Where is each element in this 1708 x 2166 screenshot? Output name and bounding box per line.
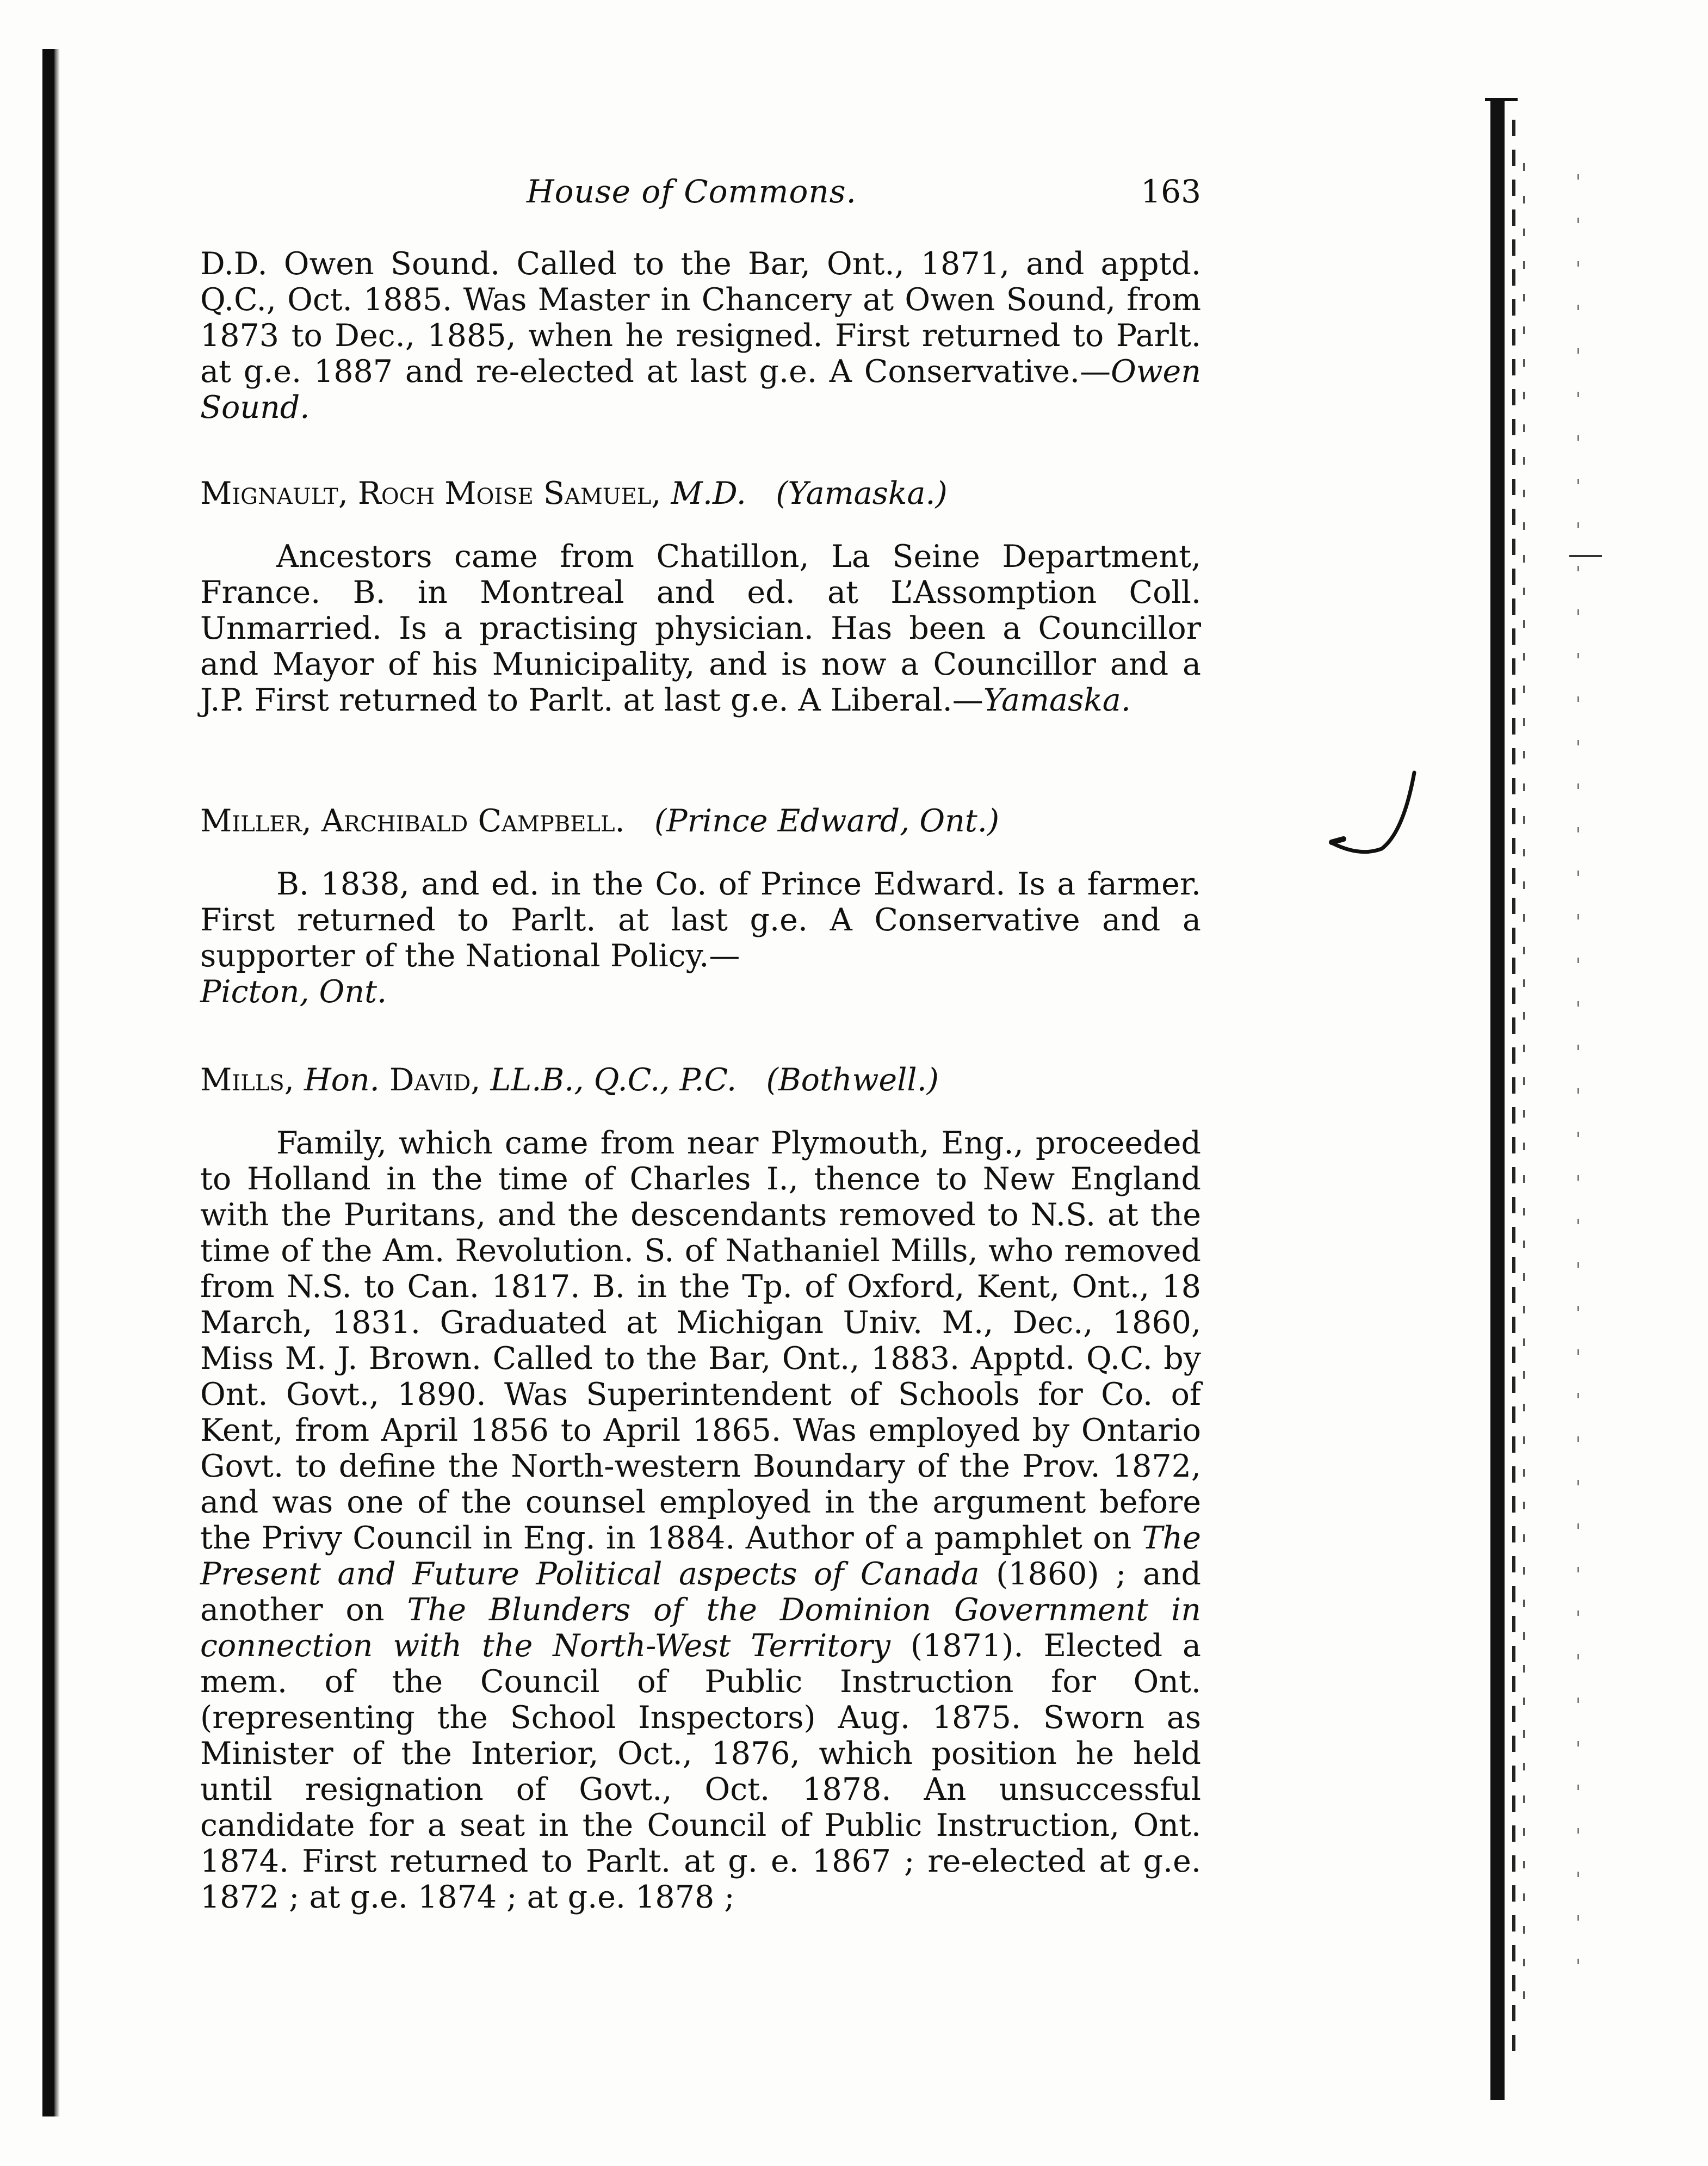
page-edge-stripe [1523,163,1525,2013]
page-number: 163 [1141,173,1201,210]
work-title: The Blunders of the Dominion Government in connection with the North-West Territory [200,1592,1201,1664]
entry-heading [200,803,1201,839]
entry-body: Family, which came from near Plymouth, Eng., proceeded to Holland in the time of Charles I., thence to New England with the Puritans, and the descendants removed to N.S. at the time of the Am. Revolution. S. of Nathaniel Mills, who removed from N.S. to Can. 1817. B. in the Tp. of Oxford, Kent, Ont., 18 March, 1831. Graduated at Michigan Univ. M., Dec., 1860, Miss M. J. Brown. Called to the Bar, Ont., 1883. Apptd. Q.C. by Ont. Govt., 1890. Was Superintendent of Schools for Co. of Kent, from April 1856 to April 1865. Was employed by Ontario Govt. to define the North-western Boundary of the Prov. 1872, and was one of the counsel employed in the argument before the Privy Council in Eng. in 1884. Author of a pamphlet on The Present and Future Political aspects of Canada (1860) ; and another on The Blunders of the Dominion Government in connection with the North-West Territory (1871). Elected a mem. of the Council of Public Instruction for Ont. (representing the School Inspectors) Aug. 1875. Sworn as Minister of the Interior, Oct., 1876, which position he held until resignation of Govt., Oct. 1878. An unsuccessful candidate for a seat in the Council of Public Instruction, Ont. 1874. First returned to Parlt. at g. e. 1867 ; re-elected at g.e. 1872 ; at g.e. 1874 ; at g.e. 1878 ; [200,1125,1201,1915]
member-constituency: (Prince Edward, Ont.) [654,803,1000,839]
member-constituency: (Yamaska.) [776,476,948,511]
entry-continuation [200,246,1201,425]
handwritten-check-mark [1327,767,1420,865]
page-edge-right [1490,98,1505,2100]
page-edge-stripe [1577,174,1579,1970]
entry-miller [200,866,1201,1010]
entry-body: D.D. Owen Sound. Called to the Bar, Ont., 1871, and apptd. Q.C., Oct. 1885. Was Master in Chancery at Owen Sound, from 1873 to Dec., 1885, when he resigned. First returned to Parlt. at g.e. 1887 and re-elected at last g.e. A Conservative.—Owen Sound. [200,246,1201,425]
entry-heading [200,1062,1201,1098]
page-edge-stripe [1512,120,1515,2057]
member-constituency: (Bothwell.) [766,1062,939,1098]
work-title: The Present and Future Political aspects of Canada [200,1520,1201,1592]
margin-tick-mark [1569,555,1602,557]
member-name: Mignault, Roch Moise Samuel, [200,476,661,511]
entry-place: Owen Sound. [200,354,1201,425]
entry-mills [200,1125,1201,1915]
entry-place: Yamaska. [983,682,1131,718]
running-header [200,173,1201,217]
member-degree: LL.B., Q.C., P.C. [490,1062,737,1098]
member-honorific: Hon. [304,1062,380,1098]
entry-heading [200,476,1201,511]
entry-place: Picton, Ont. [200,974,387,1010]
entry-mignault [200,539,1201,718]
book-gutter-shadow [42,49,54,2116]
member-name: Miller, Archibald Campbell. [200,803,625,839]
member-degree: M.D. [671,476,746,511]
entry-body: B. 1838, and ed. in the Co. of Prince Edward. Is a farmer. First returned to Parlt. at last g.e. A Conservative and a supporter of the National Policy.— Picton, Ont. [200,866,1201,1010]
gutter-fade [54,49,60,2116]
member-given-name: David, [389,1062,481,1098]
member-name: Mills, [200,1062,294,1098]
entry-body: Ancestors came from Chatillon, La Seine Department, France. B. in Montreal and ed. at L’Assomption Coll. Unmarried. Is a practising physician. Has been a Councillor and Mayor of his Municipality, and is now a Councillor and a J.P. First returned to Parlt. at last g.e. A Liberal.—Yamaska. [200,539,1201,718]
running-title: House of Commons. [527,173,857,210]
